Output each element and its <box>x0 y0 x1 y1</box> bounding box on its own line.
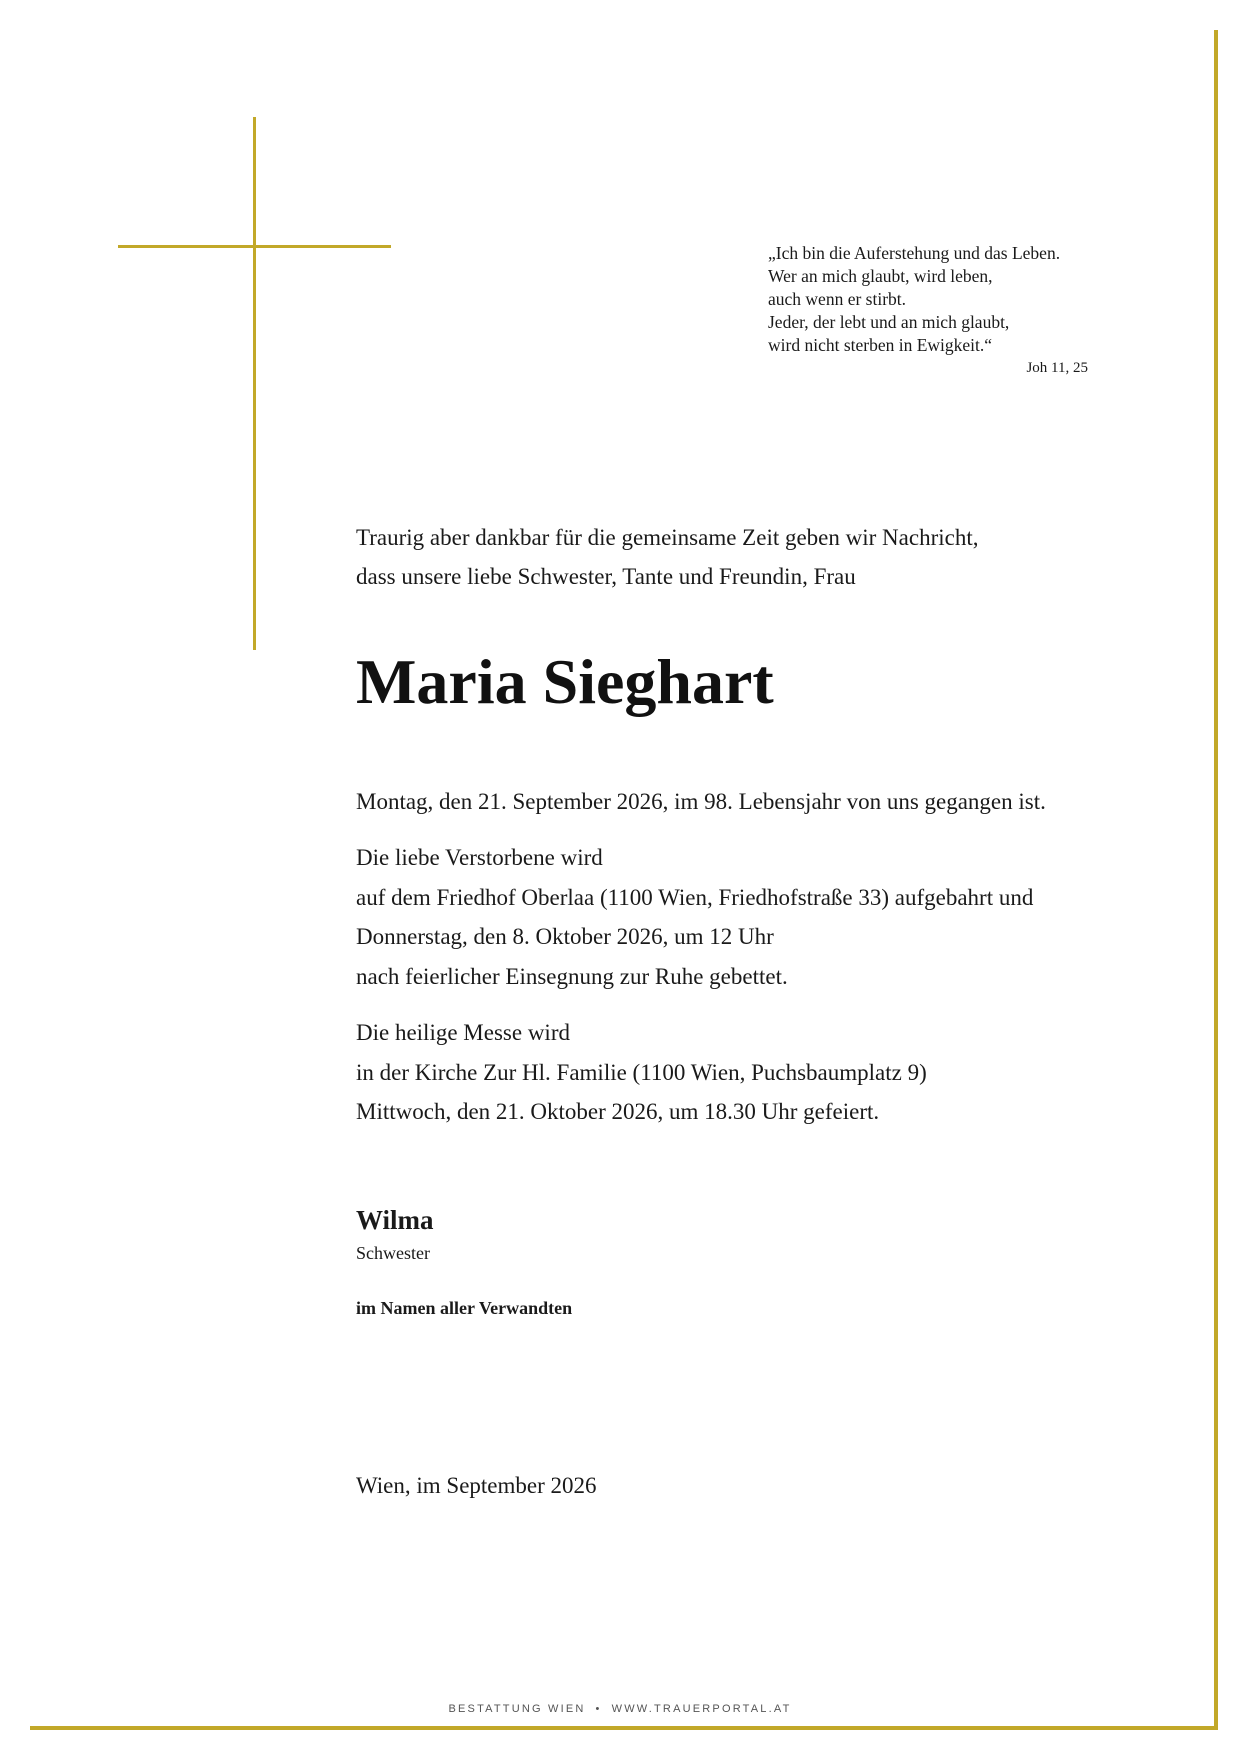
signer-note: im Namen aller Verwandten <box>356 1298 573 1318</box>
mass-line: in der Kirche Zur Hl. Familie (1100 Wien, Puchsbaumplatz 9) <box>356 1059 927 1085</box>
quote-line: Wer an mich glaubt, wird leben, <box>768 266 993 286</box>
death-notice-line: Montag, den 21. September 2026, im 98. Lebensjahr von uns gegangen ist. <box>356 789 1046 814</box>
quote-line: auch wenn er stirbt. <box>768 289 907 309</box>
signer-name: Wilma <box>356 1205 434 1235</box>
death-notice <box>356 782 1046 822</box>
quote-line: wird nicht sterben in Ewigkeit.“ <box>768 335 993 355</box>
footer-company: BESTATTUNG WIEN <box>448 1703 586 1715</box>
intro-line: dass unsere liebe Schwester, Tante und Freundin, Frau <box>356 564 856 589</box>
signer-role: Schwester <box>356 1243 430 1263</box>
quote-line: „Ich bin die Auferstehung und das Leben. <box>768 243 1061 263</box>
burial-line: Donnerstag, den 8. Oktober 2026, um 12 Uhr <box>356 924 774 949</box>
bible-quote <box>768 242 1088 380</box>
mass-info <box>356 1013 927 1132</box>
footer-separator: • <box>595 1703 602 1715</box>
cross-vertical-bar <box>253 117 256 650</box>
intro-text <box>356 518 978 596</box>
footer-website-link[interactable]: WWW.TRAUERPORTAL.AT <box>611 1703 792 1715</box>
intro-line: Traurig aber dankbar für die gemeinsame Zeit geben wir Nachricht, <box>356 525 979 550</box>
burial-line: Die liebe Verstorbene wird <box>356 845 603 870</box>
place-date: Wien, im September 2026 <box>356 1473 597 1498</box>
frame-border-right <box>1214 30 1218 1728</box>
mass-line: Die heilige Messe wird <box>356 1020 570 1045</box>
burial-info <box>356 838 1033 996</box>
quote-line: Jeder, der lebt und an mich glaubt, <box>768 312 1010 332</box>
burial-line: nach feierlicher Einsegnung zur Ruhe gebettet. <box>356 963 788 989</box>
deceased-name: Maria Sieghart <box>356 646 774 717</box>
quote-reference: Joh 11, 25 <box>1026 360 1088 376</box>
cross-horizontal-bar <box>118 245 391 248</box>
mass-line: Mittwoch, den 21. Oktober 2026, um 18.30 Uhr gefeiert. <box>356 1099 880 1124</box>
burial-line: auf dem Friedhof Oberlaa (1100 Wien, Friedhofstraße 33) aufgebahrt und <box>356 884 1034 910</box>
footer <box>0 1703 1240 1715</box>
frame-border-bottom <box>30 1726 1218 1730</box>
